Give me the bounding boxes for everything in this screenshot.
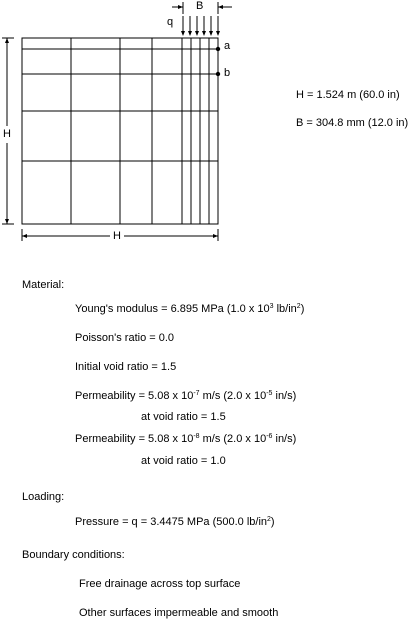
h-arrowhead: [22, 234, 27, 238]
point-b-label: b: [224, 67, 231, 79]
load-arrowhead: [209, 31, 213, 36]
load-arrowhead: [181, 31, 185, 36]
load-arrowhead: [216, 31, 220, 36]
point-a: [216, 47, 220, 51]
youngs-modulus: Young's modulus = 6.895 MPa (1.0 x $10^3$ $lb/in^2$): [75, 303, 305, 315]
point-b: [216, 72, 220, 76]
dimension-label-h-horizontal: H: [113, 230, 121, 242]
pressure: Pressure = q = 3.4475 MPa (500.0 $lb/in^2$): [75, 516, 275, 528]
b-arrowhead: [178, 5, 183, 9]
h-arrowhead: [213, 234, 218, 238]
boundary-top: Free drainage across top surface: [79, 578, 241, 590]
poissons-ratio: Poisson's ratio = 0.0: [75, 332, 175, 344]
permeability-1: Permeability = 5.08 x $10^{-7}$ m/s (2.0 x $10^{-5}$ in/s): [75, 390, 297, 402]
load-arrowhead: [202, 31, 206, 36]
load-label-q: q: [167, 16, 174, 28]
h-value: H = 1.524 m (60.0 in): [296, 89, 400, 101]
boundary-other: Other surfaces impermeable and smooth: [79, 607, 279, 619]
loading-heading: Loading:: [22, 491, 65, 503]
b-value: B = 304.8 mm (12.0 in): [296, 117, 409, 129]
permeability-2: Permeability = 5.08 x $10^{-8}$ m/s (2.0 x $10^{-6}$ in/s): [75, 433, 297, 445]
h-arrowhead: [5, 219, 9, 224]
boundary-heading: Boundary conditions:: [22, 549, 125, 561]
load-arrowhead: [188, 31, 192, 36]
point-a-label: a: [224, 40, 231, 52]
initial-void-ratio: Initial void ratio = 1.5: [75, 361, 177, 373]
permeability-1-void-ratio: at void ratio = 1.5: [141, 411, 226, 423]
material-heading: Material:: [22, 279, 65, 291]
dimension-label-b: B: [196, 0, 204, 12]
dimension-label-h-vertical: H: [3, 128, 11, 140]
h-arrowhead: [5, 38, 9, 43]
b-arrowhead: [218, 5, 223, 9]
load-arrowhead: [195, 31, 199, 36]
permeability-2-void-ratio: at void ratio = 1.0: [141, 455, 226, 467]
